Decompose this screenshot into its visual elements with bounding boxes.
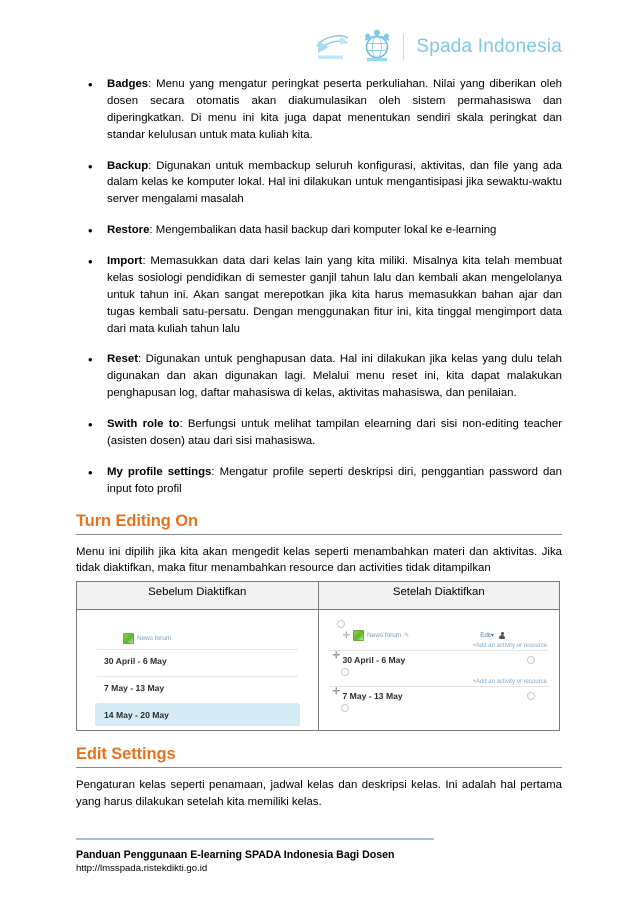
moodle-course-view-editing bbox=[319, 610, 560, 730]
page-header bbox=[0, 22, 638, 72]
bullet-term: My profile settings bbox=[107, 465, 212, 478]
list-item bbox=[76, 222, 562, 239]
page-footer bbox=[76, 838, 562, 874]
section-gear-row bbox=[329, 668, 550, 678]
gear-icon[interactable] bbox=[337, 620, 345, 628]
screenshot-after-editing bbox=[318, 610, 560, 731]
edit-dropdown-button[interactable]: Edit▾ bbox=[480, 632, 494, 640]
footer-divider bbox=[76, 838, 434, 840]
week-section-row[interactable] bbox=[329, 687, 550, 704]
bullet-text: : Menu yang mengatur peringkat peserta perkuliahan. Nilai yang diberikan oleh dosen secara otomatis akan diakumulasikan oleh sistem permahasiswa dan diperingkatkan. Di menu ini kita juga dapat menentukan sendiri skala peringkat dan standar kelulusan untuk mata kuliah kita. bbox=[107, 78, 562, 141]
logo-divider bbox=[403, 34, 404, 60]
gear-icon[interactable] bbox=[527, 692, 535, 700]
week-section-row[interactable] bbox=[329, 651, 550, 668]
bullet-term: Badges bbox=[107, 78, 149, 90]
news-forum-icon bbox=[353, 630, 364, 641]
list-item bbox=[76, 158, 562, 209]
move-crosshair-icon[interactable]: ✛ bbox=[342, 630, 351, 641]
bullet-term: Reset bbox=[107, 353, 139, 366]
bullet-text: : Mengembalikan data hasil backup dari komputer lokal ke e-learning bbox=[149, 224, 497, 237]
news-forum-icon bbox=[123, 633, 134, 644]
news-forum-row bbox=[95, 632, 300, 645]
page-title-edit-settings: Edit Settings bbox=[76, 745, 562, 768]
news-forum-label[interactable]: News forum bbox=[137, 635, 172, 643]
gear-icon[interactable] bbox=[341, 668, 349, 676]
feature-bullet-list bbox=[76, 76, 562, 498]
footer-url[interactable]: http://lmsspada.ristekdikti.go.id bbox=[76, 863, 208, 874]
list-item bbox=[76, 464, 562, 498]
move-crosshair-icon[interactable]: ✛ bbox=[332, 650, 341, 661]
page-title-turn-editing-on: Turn Editing On bbox=[76, 512, 562, 535]
add-activity-or-resource-link[interactable]: +Add an activity or resource bbox=[472, 679, 547, 686]
table-header-row bbox=[77, 582, 560, 610]
week-section-row[interactable]: 7 May - 13 May bbox=[104, 683, 165, 694]
paragraph-turn-editing-on: Menu ini dipilih jika kita akan mengedit kelas seperti menambahkan materi dan aktivitas. Jika tidak diaktifkan, maka fitur menambahkan resource dan activities tidak ditampilkan bbox=[76, 545, 562, 575]
logo-group bbox=[313, 28, 562, 67]
list-item bbox=[76, 76, 562, 144]
bullet-text: : Berfungsi untuk melihat tampilan elearning dari sisi non-editing teacher (asisten dosen) atau dari sisi mahasiswa. bbox=[107, 418, 562, 447]
edit-menu-group bbox=[480, 632, 549, 640]
person-icon[interactable] bbox=[499, 632, 505, 640]
gear-icon[interactable] bbox=[527, 656, 535, 664]
ristekdikti-logo-icon bbox=[313, 29, 353, 66]
spada-globe-logo-icon bbox=[359, 28, 395, 67]
table-row bbox=[77, 610, 560, 731]
table-header-after: Setelah Diaktifkan bbox=[318, 582, 560, 610]
week-section-label: 30 April - 6 May bbox=[342, 654, 406, 665]
main-content bbox=[76, 76, 562, 811]
week-section-row-current[interactable]: 14 May - 20 May bbox=[95, 704, 300, 726]
news-forum-row bbox=[329, 629, 550, 642]
table-header-before: Sebelum Diaktifkan bbox=[77, 582, 319, 610]
week-section-label: 7 May - 13 May bbox=[342, 690, 403, 701]
section-gear-row bbox=[329, 704, 550, 714]
news-forum-label[interactable]: News forum bbox=[367, 632, 402, 640]
section-edit-settings bbox=[76, 745, 562, 811]
list-item bbox=[76, 253, 562, 337]
comparison-table bbox=[76, 581, 560, 731]
bullet-text: : Memasukkan data dari kelas lain yang kita miliki. Misalnya kita telah membuat kelas sosiologi pendidikan di semester ganjil tahun lalu dan kembali akan mengelolanya untuk tahun ini. Akan sangat merepotkan jika kita harus memasukkan bahan ajar dan tugas kembali satu-persatu. Dengan menggunakan fitur ini, kita tinggal mengimport data dari mata kuliah tahun lalu bbox=[107, 255, 562, 335]
add-activity-or-resource-link[interactable]: +Add an activity or resource bbox=[472, 643, 547, 650]
bullet-text: : Mengatur profile seperti deskripsi diri, penggantian password dan input foto profil bbox=[107, 465, 562, 495]
section-turn-editing-on bbox=[76, 512, 562, 732]
footer-title: Panduan Penggunaan E-learning SPADA Indonesia Bagi Dosen bbox=[76, 849, 395, 861]
gear-icon[interactable] bbox=[341, 704, 349, 712]
bullet-term: Restore bbox=[107, 224, 150, 237]
section-gear-row bbox=[329, 620, 550, 629]
bullet-text: : Digunakan untuk membackup seluruh konfigurasi, aktivitas, dan file yang ada dalam kelas ke komputer lokal. Hal ini dilakukan untuk mengantisipasi jika sewaktu-waktu server mengalami masalah bbox=[107, 159, 562, 206]
bullet-term: Import bbox=[107, 255, 143, 267]
rename-pencil-icon[interactable]: ✎ bbox=[404, 633, 410, 640]
paragraph-edit-settings: Pengaturan kelas seperti penamaan, jadwal kelas dan deskripsi kelas. Ini adalah hal pertama yang harus dilakukan setelah kita memiliki kelas. bbox=[76, 779, 562, 809]
list-item bbox=[76, 416, 562, 450]
screenshot-before-editing bbox=[77, 610, 319, 731]
bullet-term: Swith role to bbox=[107, 418, 180, 430]
moodle-course-view-readonly bbox=[77, 610, 318, 730]
bullet-term: Backup bbox=[107, 159, 149, 172]
bullet-text: : Digunakan untuk penghapusan data. Hal ini dilakukan jika kelas yang dulu telah digunakan dan akan digunakan lagi. Melalui menu reset ini, kita dapat malakukan penghapusan log, daftar mahasiswa di kelas, aktivitas mahasiswa, dan penilaian. bbox=[107, 353, 562, 400]
move-crosshair-icon[interactable]: ✛ bbox=[332, 686, 341, 697]
week-section-row[interactable]: 30 April - 6 May bbox=[104, 656, 167, 667]
list-item bbox=[76, 351, 562, 402]
brand-title: Spada Indonesia bbox=[416, 36, 562, 57]
